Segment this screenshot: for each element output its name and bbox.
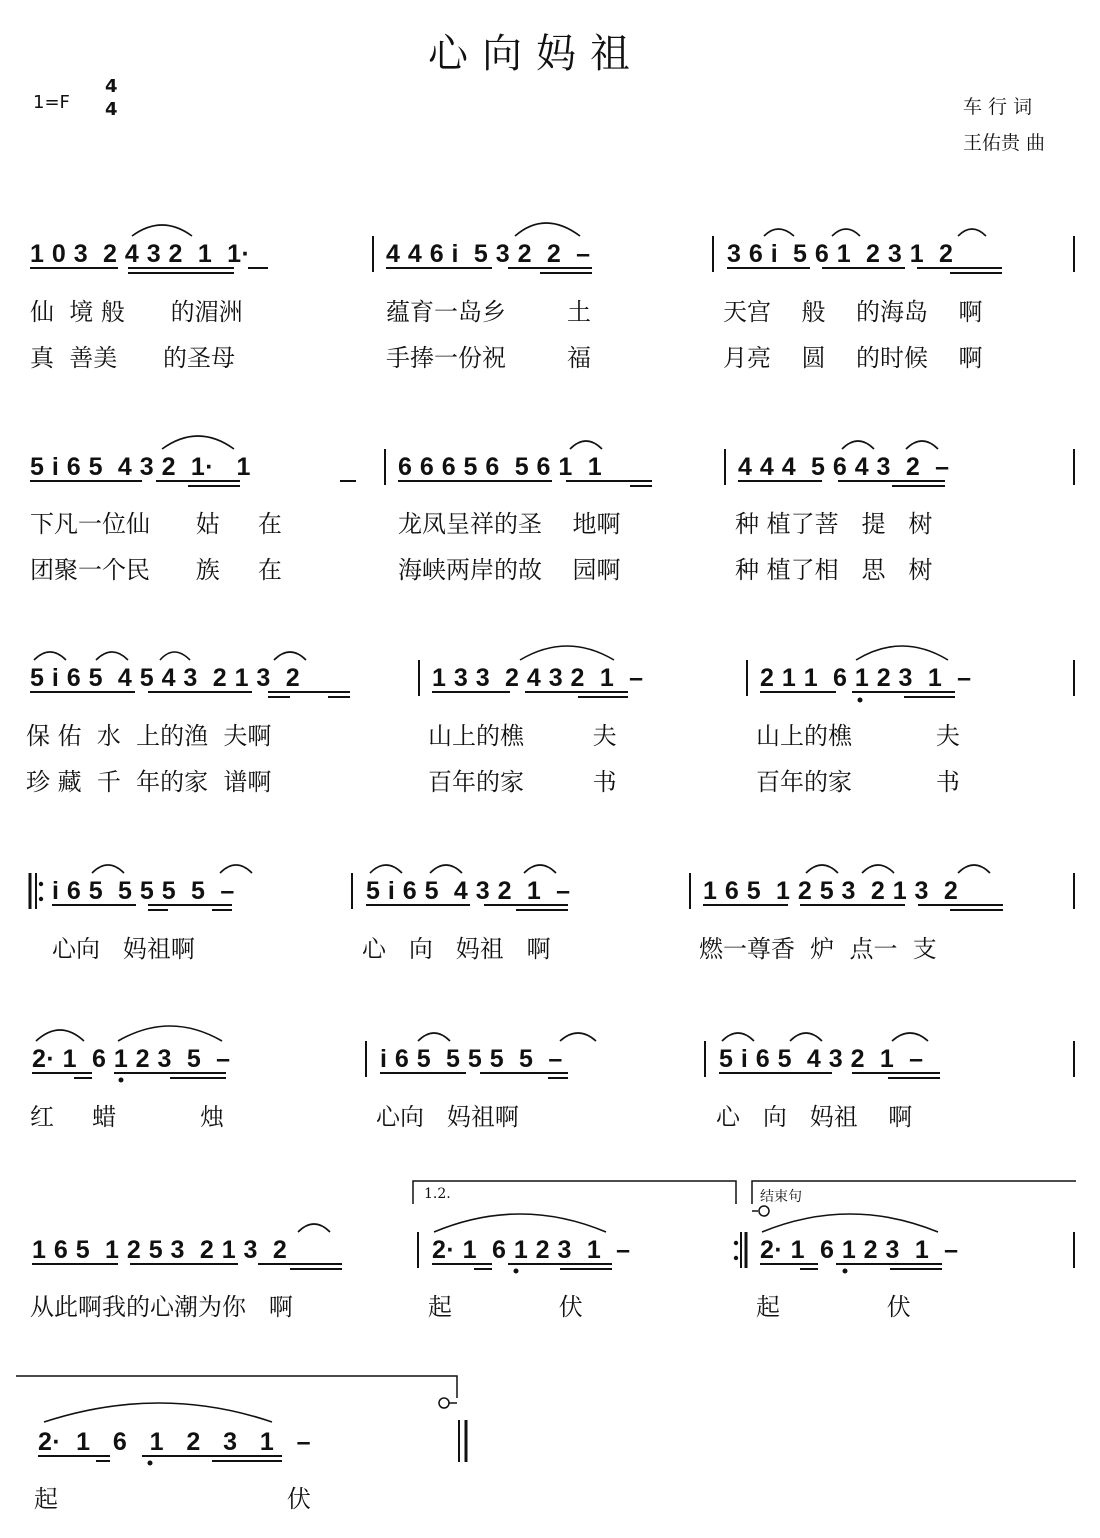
system-1-lyric-3: 天宫 般 的海岛 啊: [723, 298, 983, 326]
system-3-lyric2-1: 珍 藏 千 年的家 谱啊: [26, 768, 272, 796]
song-title: 心向妈祖: [428, 31, 644, 77]
system-5-measure-2: i 6 5 5 5 5 5 –: [380, 1045, 563, 1073]
system-2-lyric2-2: 海峡两岸的故 园啊: [398, 556, 621, 584]
low-octave-dot: [148, 1461, 153, 1466]
system-1-lyric2-1: 真 善美 的圣母: [30, 344, 236, 372]
system-6-measure-3: 2· 1 6 1 2 3 1 –: [760, 1236, 959, 1264]
volta-first-ending-label: 1.2.: [424, 1186, 451, 1202]
repeat-dot: [39, 882, 43, 886]
system-4-measure-2: 5 i 6 5 4 3 2 1 –: [366, 877, 571, 905]
system-5-measure-1: 2· 1 6 1 2 3 5 –: [32, 1045, 231, 1073]
system-1-lyric-2: 蕴育一岛乡 土: [386, 298, 592, 326]
system-3-lyric2-2: 百年的家 书: [428, 768, 617, 796]
system-2-measure-2: 6 6 6 5 6 5 6 1 1: [398, 453, 603, 481]
system-1-lyric2-2: 手捧一份祝 福: [386, 344, 592, 372]
system-1-lyric2-3: 月亮 圆 的时候 啊: [723, 344, 983, 372]
system-3-measure-1: 5 i 6 5 4 5 4 3 2 1 3 2: [30, 664, 301, 692]
system-4-lyric-2: 心 向 妈祖 啊: [362, 935, 551, 963]
system-3-lyric2-3: 百年的家 书: [756, 768, 960, 796]
system-3-lyric-1: 保 佑 水 上的渔 夫啊: [26, 722, 272, 750]
system-1-measure-2: 4 4 6 i 5 3 2 2 –: [386, 240, 591, 268]
system-1-measure-3: 3 6 i 5 6 1 2 3 1 2: [727, 240, 954, 268]
system-2-measure-3: 4 4 4 5 6 4 3 2 –: [738, 453, 950, 481]
system-4-measure-1: i 6 5 5 5 5 5 –: [52, 877, 235, 905]
system-2-lyric2-1: 团聚一个民 族 在: [30, 556, 282, 584]
system-1-measure-1: 1 0 3 2 4 3 2 1 1·: [30, 240, 251, 268]
system-2-lyric-3: 种 植了菩 提 树: [735, 510, 933, 538]
repeat-dot: [734, 1256, 738, 1260]
system-4-lyric-3: 燃一尊香 炉 点一 支: [699, 935, 937, 963]
system-2-measure-1: 5 i 6 5 4 3 2 1· 1: [30, 453, 251, 481]
time-signature-numerator: 4: [105, 76, 118, 97]
low-octave-dot: [858, 698, 863, 703]
system-6-lyric-1: 从此啊我的心潮为你 啊: [30, 1293, 293, 1321]
coda-circle: [439, 1398, 449, 1408]
volta-bracket-coda: [752, 1181, 1076, 1204]
system-4-measure-3: 1 6 5 1 2 5 3 2 1 3 2: [703, 877, 959, 905]
system-6-lyric-2: 起 伏: [428, 1293, 583, 1321]
volta-bracket-final: [16, 1376, 457, 1398]
low-octave-dot: [514, 1269, 519, 1274]
coda-label: 结束句: [760, 1189, 802, 1205]
system-5-measure-3: 5 i 6 5 4 3 2 1 –: [719, 1045, 924, 1073]
system-7-measure-1: 2· 1 6 1 2 3 1 –: [38, 1428, 311, 1456]
system-2-lyric-2: 龙凤呈祥的圣 地啊: [398, 510, 621, 538]
system-2-lyric2-3: 种 植了相 思 树: [735, 556, 933, 584]
system-4-lyric-1: 心向 妈祖啊: [52, 935, 195, 963]
lyricist-credit: 车 行 词: [963, 96, 1033, 118]
key-signature: 1=F: [33, 92, 70, 113]
system-5-lyric-1: 红 蜡 烛: [30, 1103, 225, 1131]
system-6-measure-1: 1 6 5 1 2 5 3 2 1 3 2: [32, 1236, 288, 1264]
volta-bracket-first: [413, 1181, 736, 1204]
system-3-measure-2: 1 3 3 2 4 3 2 1 –: [432, 664, 644, 692]
repeat-dot: [39, 897, 43, 901]
system-5-lyric-2: 心向 妈祖啊: [376, 1103, 519, 1131]
system-6-lyric-3: 起 伏: [756, 1293, 911, 1321]
system-7-lyric-1: 起 伏: [34, 1485, 311, 1513]
system-2-lyric-1: 下凡一位仙 姑 在: [30, 510, 282, 538]
system-5-lyric-3: 心 向 妈祖 啊: [716, 1103, 913, 1131]
system-6-measure-2: 2· 1 6 1 2 3 1 –: [432, 1236, 631, 1264]
system-3-measure-3: 2 1 1 6 1 2 3 1 –: [760, 664, 972, 692]
time-signature-denominator: 4: [105, 99, 118, 120]
system-1-lyric-1: 仙 境 般 的湄洲: [30, 298, 243, 326]
repeat-dot: [734, 1241, 738, 1245]
composer-credit: 王佑贵 曲: [963, 132, 1046, 154]
low-octave-dot: [843, 1269, 848, 1274]
system-3-lyric-2: 山上的樵 夫: [428, 722, 617, 750]
low-octave-dot: [119, 1078, 124, 1083]
system-3-lyric-3: 山上的樵 夫: [756, 722, 960, 750]
coda-circle: [759, 1206, 769, 1216]
